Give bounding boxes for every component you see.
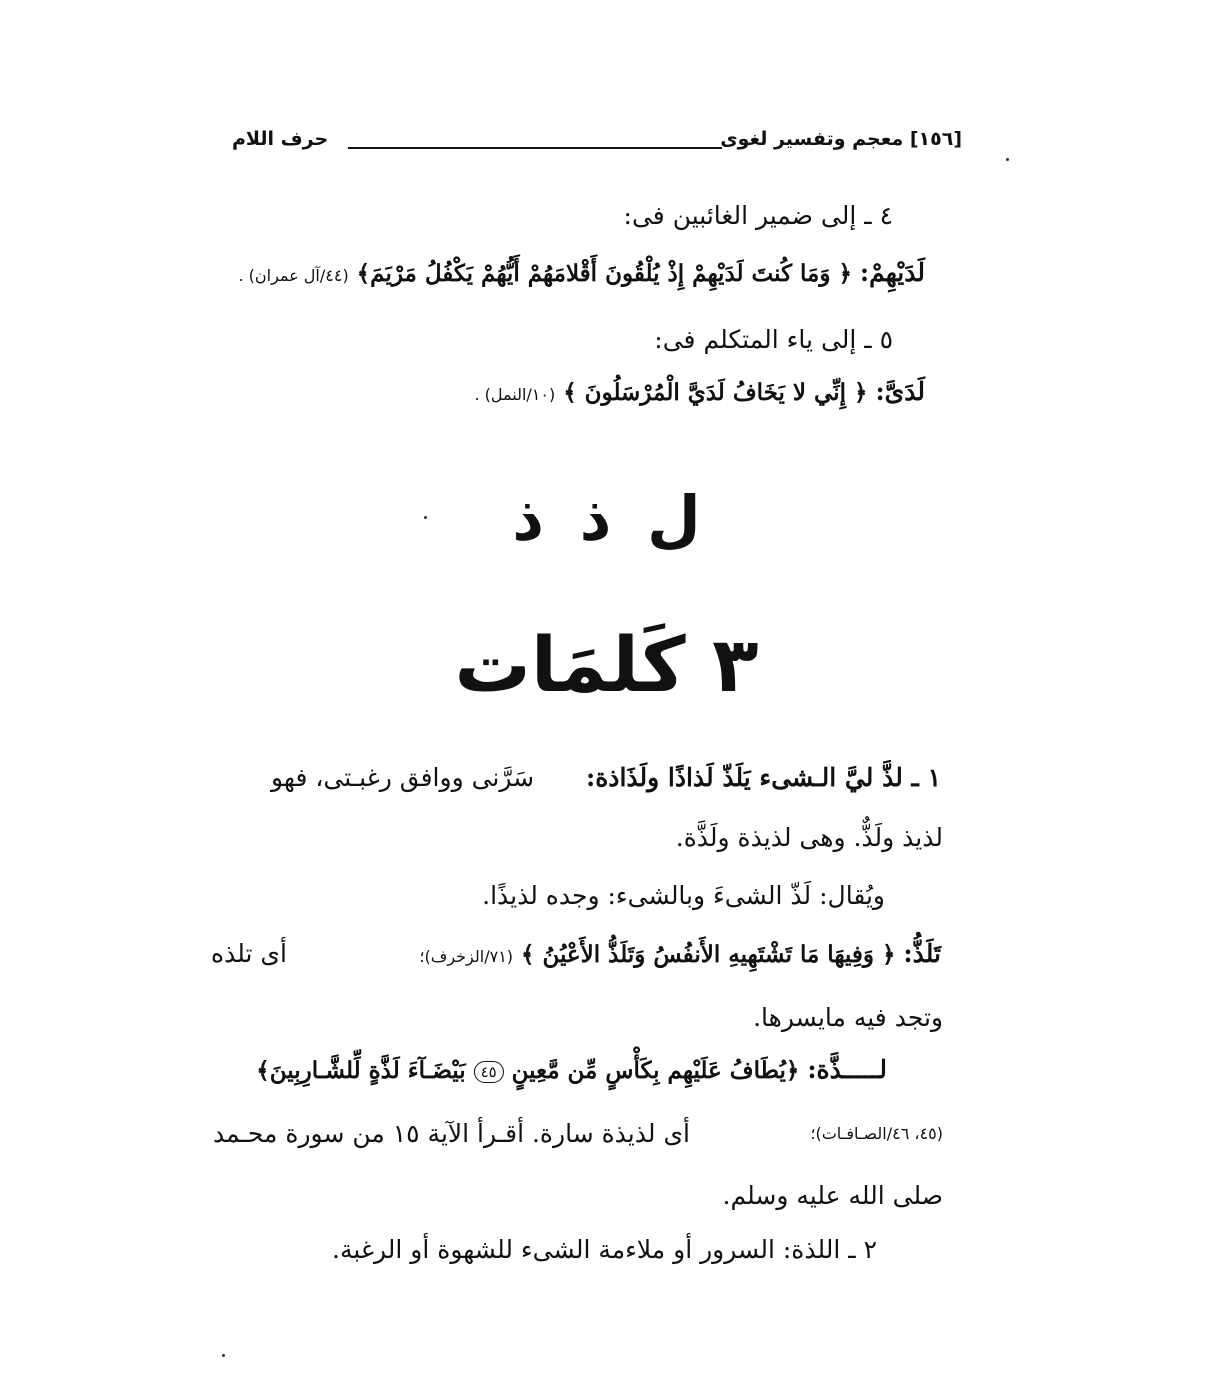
para3-line1 bbox=[211, 934, 941, 977]
item4-line bbox=[238, 253, 925, 296]
para5: ٢ ـ اللذة: السرور أو ملاءمة الشىء للشهوة أو الرغبة. bbox=[332, 1235, 877, 1264]
item4-word: لَدَيْهِمْ: bbox=[859, 258, 925, 287]
para1-line1 bbox=[271, 758, 941, 798]
scan-speck bbox=[1006, 158, 1009, 161]
section-title: حرف اللام bbox=[232, 128, 329, 150]
para4-line1 bbox=[256, 1050, 887, 1091]
word-count: ٣ كَلمَات bbox=[454, 620, 759, 709]
page-title: [١٥٦] معجم وتفسير لغوى bbox=[720, 128, 962, 150]
para4-word: لـــــذَّة: bbox=[807, 1055, 887, 1084]
scan-speck bbox=[222, 1354, 225, 1357]
para3-verse: ﴿ وَفِيهَا مَا تَشْتَهِيهِ الأَنفُسُ وَتَلَذُّ الأَعْيُنُ ﴾ bbox=[520, 941, 896, 968]
para4-ref: (٤٥، ٤٦/الصـافـات)؛ bbox=[810, 1124, 943, 1143]
para3-main bbox=[419, 934, 941, 977]
para4-rest: أى لذيذة سارة. أقـرأ الآية ١٥ من سورة محـمد bbox=[213, 1119, 690, 1148]
item4-title: ٤ ـ إلى ضمير الغائبين فى: bbox=[623, 201, 893, 230]
para4-line3: صلى الله عليه وسلم. bbox=[722, 1181, 943, 1210]
para1-rest: سَرَّنى ووافق رغبـتى، فهو bbox=[271, 763, 535, 792]
item5-line bbox=[474, 372, 925, 415]
para4-line2 bbox=[213, 1114, 943, 1154]
para1-lead: ١ ـ لذَّ ليَّ الـشىء يَلَذّ لَذاذًا ولَذَاذة: bbox=[585, 763, 941, 792]
para3-line2: وتجد فيه مايسرها. bbox=[753, 1003, 943, 1032]
item5-title: ٥ ـ إلى ياء المتكلم فى: bbox=[654, 325, 893, 354]
verse-number-badge: ٤٥ bbox=[474, 1061, 504, 1083]
item4-verse: ﴿ وَمَا كُنتَ لَدَيْهِمْ إِذْ يُلْقُونَ أَقْلامَهُمْ أَيُّهُمْ يَكْفُلُ مَرْيَمَ﴾ bbox=[356, 260, 852, 287]
root-letters: ل ذ ذ bbox=[512, 482, 701, 555]
para3-ref: (٧١/الزخرف)؛ bbox=[419, 947, 514, 966]
para4-verse-b: بَيْضَـآءَ لَذَّةٍ لِّلشَّـارِبِينَ﴾ bbox=[256, 1057, 466, 1084]
item5-verse: ﴿ إِنِّي لا يَخَافُ لَدَيَّ الْمُرْسَلُونَ ﴾ bbox=[563, 379, 868, 406]
header-rule bbox=[348, 147, 722, 149]
item5-word: لَدَىَّ: bbox=[875, 377, 925, 406]
para3-rest: أى تلذه bbox=[211, 939, 287, 968]
para2: ويُقال: لَذّ الشىءَ وبالشىء: وجده لذيذًا. bbox=[482, 881, 885, 910]
item5-ref: (١٠/النمل) . bbox=[474, 385, 556, 404]
item4-ref: (٤٤/آل عمران) . bbox=[238, 266, 349, 285]
page-header bbox=[232, 128, 962, 160]
para3-word: تَلَذُّ: bbox=[903, 939, 941, 968]
para4-verse-a: ﴿يُطَافُ عَلَيْهِم بِكَأْسٍ مِّن مَّعِينٍ bbox=[511, 1057, 800, 1084]
para1-line2: لذيذ ولَذٌّ. وهى لذيذة ولَذَّة. bbox=[675, 823, 943, 852]
